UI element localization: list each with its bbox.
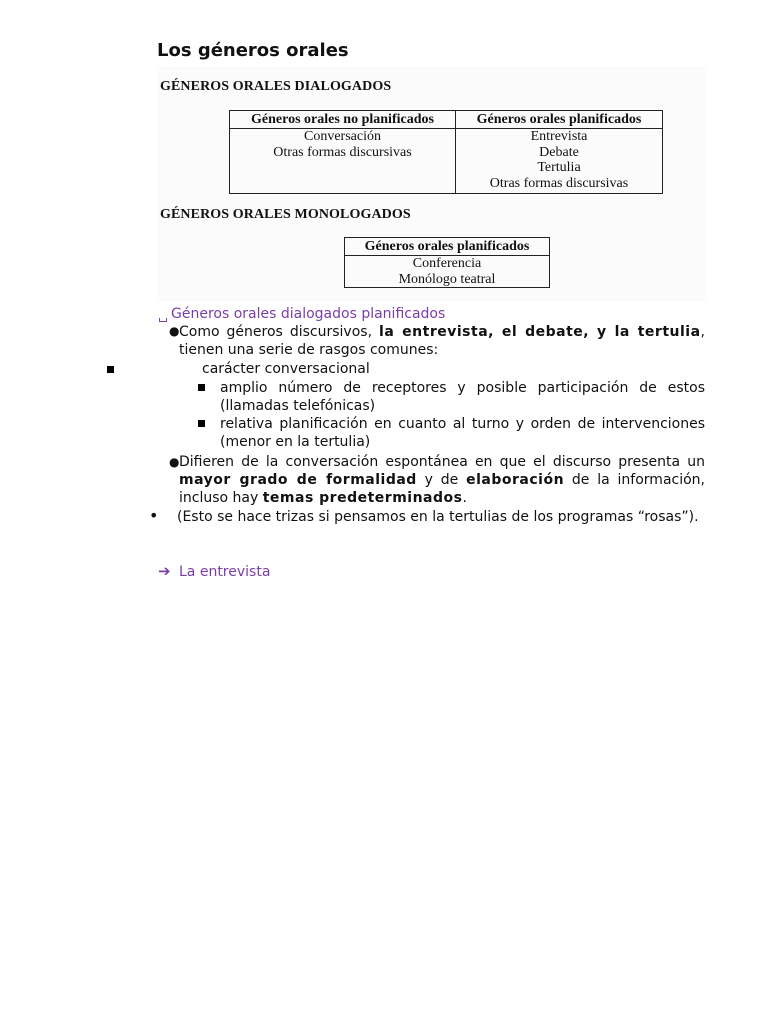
cell-item: Monólogo teatral (398, 271, 496, 287)
cell-item: Entrevista (530, 129, 588, 144)
col-planificados (456, 129, 663, 194)
arrow-right-icon: ➔ (158, 562, 171, 580)
trait-item: amplio número de receptores y posible participación de estos (llamadas telefónicas) (220, 380, 705, 414)
p2-text: . (462, 490, 467, 506)
bullet-icon: ● (169, 324, 180, 338)
paragraph-difieren (179, 453, 705, 507)
heading-dialogados: GÉNEROS ORALES DIALOGADOS (160, 79, 392, 94)
paragraph-trizas: (Esto se hace trizas si pensamos en la tertulias de los programas “rosas”). (177, 509, 699, 525)
header-planificados: Géneros orales planificados (456, 111, 663, 129)
cell-item: Tertulia (537, 160, 581, 175)
cell-item: Otras formas discursivas (489, 175, 629, 191)
monologados-table (344, 237, 550, 288)
dialogados-table (229, 110, 663, 194)
cell-item: Debate (539, 144, 579, 160)
col-no-planificados (230, 129, 456, 194)
p1-bold: la entrevista, el debate, y la tertulia (379, 324, 701, 340)
p2-text: y de (416, 472, 467, 488)
heading-marker-icon (159, 318, 167, 322)
heading-monologados: GÉNEROS ORALES MONOLOGADOS (160, 207, 411, 222)
p2-bold: mayor grado de formalidad (179, 472, 417, 488)
col-mono (345, 256, 550, 288)
trait-item: carácter conversacional (202, 361, 370, 377)
p2-text: Difieren de la conversación espontánea en que el discurso presenta un (179, 454, 705, 470)
scanned-figure (157, 66, 705, 302)
header-mono-planificados: Géneros orales planificados (345, 238, 550, 256)
p1-text: Como géneros discursivos, (179, 324, 380, 340)
square-bullet-icon (198, 384, 205, 391)
link-la-entrevista[interactable]: La entrevista (179, 564, 271, 580)
cell-item: Conversación (304, 129, 381, 144)
square-bullet-icon (198, 420, 205, 427)
page-title: Los géneros orales (157, 40, 349, 61)
section-heading: Géneros orales dialogados planificados (171, 306, 446, 322)
p2-text: de la información, incluso hay (179, 472, 705, 506)
bullet-icon: • (149, 506, 159, 525)
p1-text: , tienen una serie de rasgos comunes: (179, 324, 705, 358)
paragraph-rasgos (179, 323, 705, 359)
p2-bold: temas predeterminados (262, 490, 463, 506)
cell-item: Otras formas discursivas (273, 144, 412, 160)
header-no-planificados: Géneros orales no planificados (230, 111, 456, 129)
cell-item: Conferencia (412, 256, 482, 271)
square-bullet-icon (107, 366, 114, 373)
p2-bold: elaboración (466, 472, 565, 488)
bullet-icon: ● (169, 455, 180, 469)
trait-item: relativa planificación en cuanto al turno y orden de intervenciones (menor en la tertulia) (220, 416, 705, 450)
